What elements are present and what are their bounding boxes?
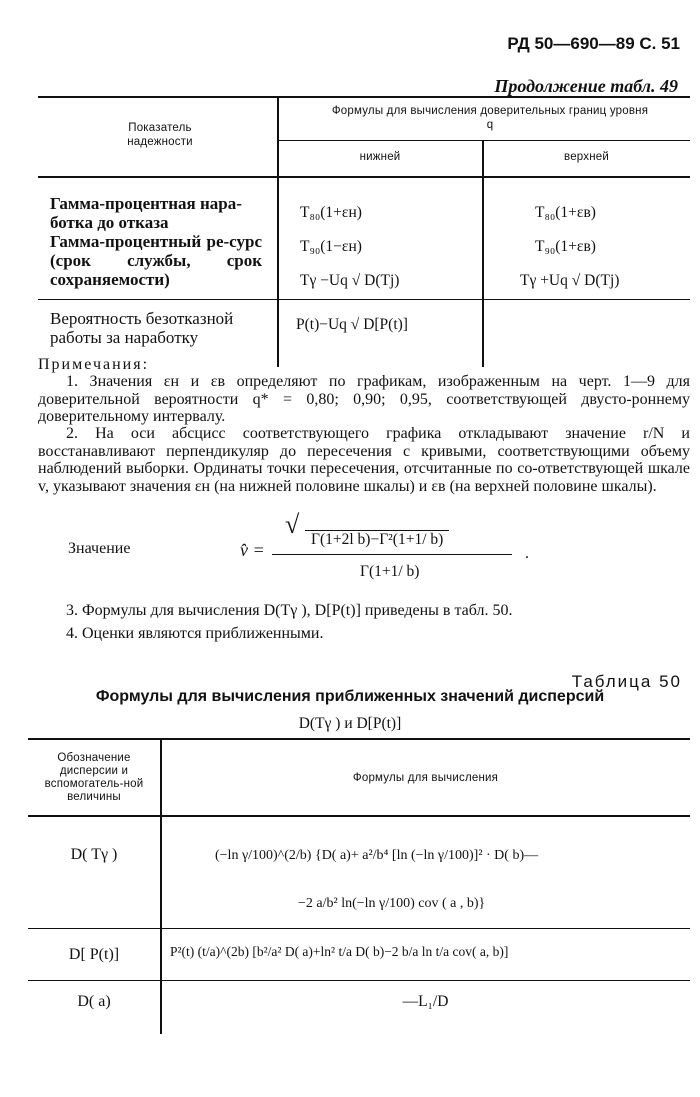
note-4: 4. Оценки являются приближенными. (66, 625, 324, 642)
table-continuation-label: Продолжение табл. 49 (494, 76, 678, 96)
formula-upper-1: T₈₀(1+εв) (535, 204, 596, 221)
row-label-gamma-resource: Гамма-процентный ре-сурс (срок службы, срок сохраняемости) (50, 232, 262, 289)
formula-d-tgamma-line2: −2 a/b² ln(−ln γ/100) cov ( a , b)} (298, 896, 486, 911)
page-header: РД 50—690—89 С. 51 (507, 34, 680, 53)
note-1: 1. Значения εн и εв определяют по графикам, изображенным на черт. 1—9 для доверительной вероятности q* = 0,80; 0,90; 0,95, соответствующей двусто-роннему доверительному интервалу. (38, 373, 690, 425)
table50-label: Таблица 50 (571, 672, 682, 691)
formula-d-tgamma-line1: (−ln γ/100)^(2/b) {D( a)+ a²/b⁴ [ln (−ln γ/100)]² · D( b)— (215, 848, 539, 863)
table49-subcol-divider (482, 140, 484, 367)
row-symbol-d-pt: D[ P(t)] (68, 946, 120, 963)
formula-lower-1: T₈₀(1+εн) (300, 204, 362, 221)
formula-lower-2: T₉₀(1−εн) (300, 238, 362, 255)
table49-header-rule (38, 176, 690, 178)
formula-lower-3: Tγ −Uq √ D(Tj) (300, 272, 400, 289)
formula-upper-3: Tγ +Uq √ D(Tj) (520, 272, 620, 289)
table50-subtitle: D(Tγ ) и D[P(t)] (298, 715, 402, 732)
note-3: 3. Формулы для вычисления D(Tγ ), D[P(t)] приведены в табл. 50. (66, 602, 513, 619)
table50-header-rule (28, 815, 690, 817)
table49-sub-upper: верхней (564, 151, 609, 163)
formula-upper-2: T₉₀(1+εв) (535, 238, 596, 255)
formula-reliability-lower: P(t)−Uq √ D[P(t)] (296, 316, 408, 333)
table49-col-divider (277, 97, 279, 367)
v-hat-symbol: v̂ = (240, 540, 265, 560)
table50-row-rule-1 (28, 928, 690, 929)
row-label-gamma-runtime: Гамма-процентная нара-ботка до отказа (50, 194, 242, 232)
radical-sign: √ (285, 510, 300, 539)
table49-col2-header: Формулы для вычисления доверительных границ уровня q (331, 105, 649, 131)
row-label-reliability: Вероятность безотказной работы за наработку (50, 309, 234, 347)
table50-top-rule (28, 738, 690, 740)
row-symbol-d-tgamma: D( Tγ ) (70, 846, 118, 863)
table50-col2-header: Формулы для вычисления (352, 772, 499, 784)
formula-d-a: —L₁/D (402, 993, 449, 1010)
v-denominator: Γ(1+1/ b) (360, 563, 420, 580)
formula-d-pt: P²(t) (t/a)^(2b) [b²/a² D( a)+ln² t/a D( b)−2 b/a ln t/a cov( a, b)] (170, 944, 509, 959)
table49-row-rule (38, 299, 690, 300)
table49-top-rule (38, 96, 690, 98)
notes-title: Примечания: (38, 356, 150, 373)
note-2: 2. На оси абсцисс соответствующего графика откладывают значение r/N и восстанавливают перпендикуляр до пересечения с кривыми, соответствующими объему наблюдений выборки. Ординаты точки пересечения, отсчитанные по со-ответствующей шкале v, указывают значения εн (на нижней половине шкалы) и εв (на верхней половине шкалы). (38, 425, 690, 495)
v-period: . (525, 545, 529, 562)
v-numerator: Γ(1+2l b)−Γ²(1+1/ b) (305, 530, 449, 549)
table49-subheader-rule (278, 140, 690, 141)
table50-row-rule-2 (28, 980, 690, 981)
row-symbol-d-a: D( a) (77, 993, 111, 1010)
value-label: Значение (68, 540, 131, 557)
v-fraction-bar (272, 554, 512, 555)
table49-sub-lower: нижней (359, 151, 401, 163)
table49-col1-header: Показатель надежности (127, 122, 193, 148)
table50-col1-header: Обозначение дисперсии и вспомогатель-ной величины (44, 752, 144, 803)
table50-title: Формулы для вычисления приближенных значений дисперсий (95, 688, 605, 705)
